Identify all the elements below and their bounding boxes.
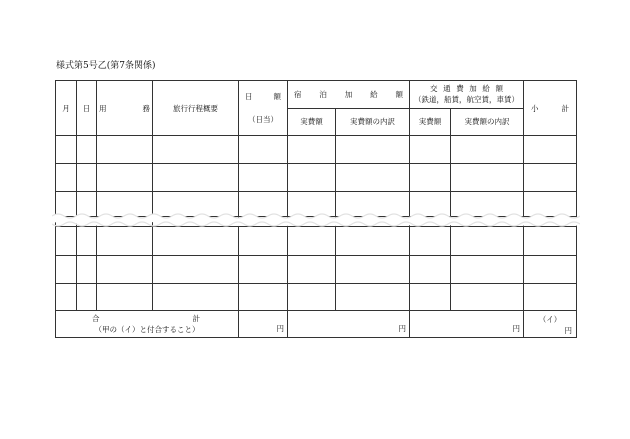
header-subtotal: 小 計 <box>524 81 577 136</box>
total-row <box>56 311 577 338</box>
form-title: 様式第5号乙(第7条関係) <box>56 61 156 71</box>
header-lodging: 宿 泊 加 給 額 <box>288 81 410 109</box>
header-day: 日 <box>77 81 97 136</box>
header-month: 月 <box>56 81 77 136</box>
table-row <box>56 227 577 256</box>
header-daily-allowance: （日当） <box>248 115 278 125</box>
tear-line-decoration <box>52 210 580 230</box>
header-actual-breakdown: 実費額の内訳 <box>336 108 410 136</box>
header-itinerary: 旅行行程概要 <box>153 81 239 136</box>
table-row <box>56 283 577 311</box>
total-label: 合 計 （甲の（イ）と付合すること） <box>56 311 239 338</box>
table-row <box>56 136 577 164</box>
subtotal-mark: （イ） <box>538 315 562 325</box>
header-actual-amount: 実費額 <box>288 108 336 136</box>
header-daily-amount: 日 額 （日当） <box>239 81 288 136</box>
total-transport-yen[interactable]: 円 <box>410 311 524 338</box>
total-lodging-yen[interactable]: 円 <box>288 311 410 338</box>
travel-expense-table <box>55 80 577 338</box>
table-row <box>56 163 577 191</box>
table-row <box>56 256 577 284</box>
subtotal-yen: 円 <box>564 326 572 336</box>
header-business: 用 務 <box>97 81 153 136</box>
total-daily-yen[interactable]: 円 <box>239 311 288 338</box>
total-note: （甲の（イ）と付合すること） <box>94 325 200 335</box>
header-transport: 交 通 費 加 給 額 （鉄道，船賃，航空賃，車賃） <box>410 81 524 109</box>
header-actual-breakdown-2: 実費額の内訳 <box>451 108 524 136</box>
total-subtotal[interactable] <box>524 311 577 338</box>
header-transport-detail: （鉄道，船賃，航空賃，車賃） <box>414 95 519 105</box>
header-actual-amount-2: 実費額 <box>410 108 451 136</box>
